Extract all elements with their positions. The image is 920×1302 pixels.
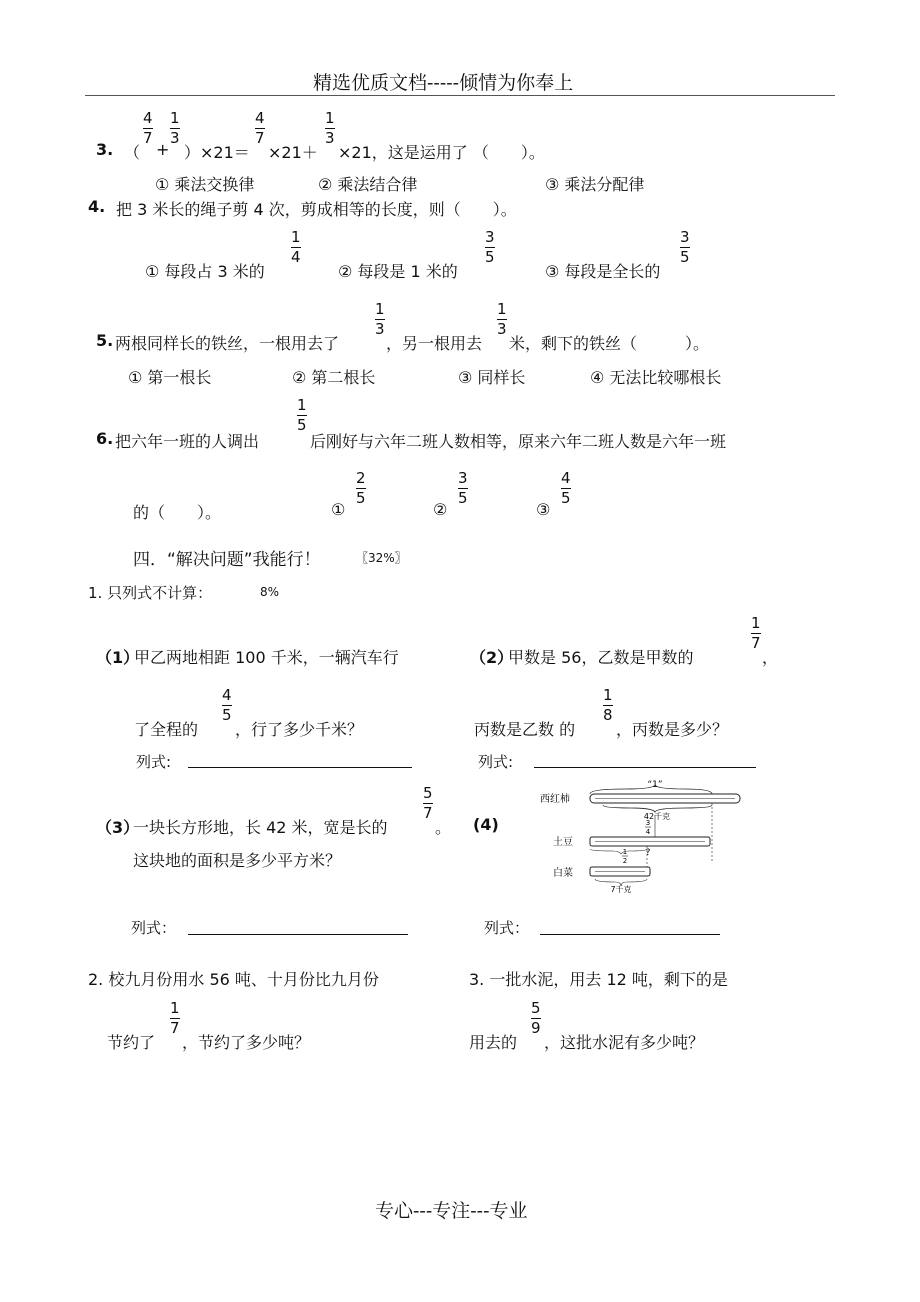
p1-fraction: 4 5 <box>222 686 232 724</box>
q5-option-4: ④ 无法比较哪根长 <box>590 368 722 387</box>
p1-answer-line[interactable] <box>188 752 412 768</box>
q5-fraction-2: 1 3 <box>497 300 507 338</box>
part-1-score: 8% <box>260 585 280 599</box>
diagram-frac-a-den: 4 <box>645 828 651 836</box>
q4-option-3-fraction: 3 5 <box>680 228 690 266</box>
diagram-row-1-brace <box>603 805 712 812</box>
p4-line-diagram <box>535 775 750 895</box>
part-2-fraction: 1 7 <box>170 999 180 1037</box>
q4-number: 4. <box>88 197 106 216</box>
part-3-line-1: 3. 一批水泥，用去 12 吨，剩下的是 <box>469 970 728 989</box>
q6-option-2: ② <box>433 500 448 519</box>
q3-expr-c: ×21，这是运用了 （ ）。 <box>338 143 545 162</box>
p2-line-2b: ，丙数是多少？ <box>616 720 729 739</box>
part-2-line-2b: ，节约了多少吨？ <box>182 1033 311 1052</box>
q6-option-1-fraction: 2 5 <box>356 469 366 507</box>
p1-formula-label: 列式: <box>136 753 172 771</box>
q3-open-paren: （ <box>124 143 141 162</box>
q3-option-3: ③ 乘法分配律 <box>545 175 645 194</box>
p1-line-2b: ，行了多少千米？ <box>235 720 364 739</box>
diagram-row-2-brace <box>590 849 647 854</box>
p3-line-2: 这块地的面积是多少平方米？ <box>133 851 342 870</box>
q3-fraction-3: 4 7 <box>255 109 265 147</box>
p3-formula-label: 列式： <box>131 919 177 937</box>
diagram-question: ? <box>645 848 651 858</box>
q5-option-2: ② 第二根长 <box>292 368 376 387</box>
p3-label: （3） <box>96 818 140 837</box>
q6-number: 6. <box>96 429 114 448</box>
section-4-title: 四．“解决问题”我能行！ <box>133 550 321 570</box>
q6-option-3-fraction: 4 5 <box>561 469 571 507</box>
page-footer: 专心---专注---专业 <box>375 1200 528 1222</box>
p2-answer-line[interactable] <box>534 752 756 768</box>
q5-option-3: ③ 同样长 <box>458 368 526 387</box>
q3-number: 3. <box>96 140 114 159</box>
p4-answer-line[interactable] <box>540 919 720 935</box>
q3-expr-b: ×21＋ <box>268 143 318 162</box>
part-3-line-2b: ，这批水泥有多少吨？ <box>544 1033 705 1052</box>
p2-comma: ， <box>762 648 779 667</box>
q3-fraction-1: 4 7 <box>143 109 153 147</box>
q4-option-2: ② 每段是 1 米的 <box>338 262 458 281</box>
q6-option-3: ③ <box>536 500 551 519</box>
p2-line-1: 甲数是 56，乙数是甲数的 <box>508 648 694 667</box>
p1-line-1: 甲乙两地相距 100 千米，一辆汽车行 <box>134 648 399 667</box>
q6-text-c: 的（ ）。 <box>133 503 222 522</box>
diagram-42kg: 42千克 <box>643 812 671 821</box>
p2-line-2a: 丙数是乙数 的 <box>474 720 576 739</box>
q6-text-a: 把六年一班的人调出 <box>115 432 260 451</box>
part-2-line-1: 2. 校九月份用水 56 吨、十月份比九月份 <box>88 970 379 989</box>
diagram-frac-b-num: 1 <box>622 848 628 856</box>
page-header: 精选优质文档-----倾情为你奉上 <box>313 72 574 94</box>
p2-label: （2） <box>470 648 514 667</box>
q4-option-1: ① 每段占 3 米的 <box>145 262 265 281</box>
q3-option-2: ② 乘法结合律 <box>318 175 418 194</box>
header-rule <box>85 95 835 96</box>
q3-fraction-4: 1 3 <box>325 109 335 147</box>
p3-fraction: 5 7 <box>423 784 433 822</box>
diagram-row-3-label: 白菜 <box>553 868 573 879</box>
q3-option-1: ① 乘法交换律 <box>155 175 255 194</box>
q3-expr-a: ）×21＝ <box>184 143 250 162</box>
q5-option-1: ① 第一根长 <box>128 368 212 387</box>
part-1-title: 1. 只列式不计算： <box>88 584 213 602</box>
part-3-fraction: 5 9 <box>531 999 541 1037</box>
q4-text: 把 3 米长的绳子剪 4 次，剪成相等的长度，则（ ）。 <box>116 200 517 219</box>
q5-text-a: 两根同样长的铁丝，一根用去了 <box>115 334 340 353</box>
p3-answer-line[interactable] <box>188 919 408 935</box>
p2-fraction-2: 1 8 <box>603 686 613 724</box>
part-2-line-2a: 节约了 <box>107 1033 156 1052</box>
q6-text-b: 后刚好与六年二班人数相等，原来六年二班人数是六年一班 <box>310 432 727 451</box>
diagram-row-2-label: 土豆 <box>553 837 573 848</box>
p3-line-1b: 。 <box>435 818 452 837</box>
diagram-7kg: 7千克 <box>610 885 632 894</box>
q3-fraction-2: 1 3 <box>170 109 180 147</box>
q5-fraction-1: 1 3 <box>375 300 385 338</box>
q4-option-3: ③ 每段是全长的 <box>545 262 661 281</box>
q5-text-c: 米，剩下的铁丝（ ）。 <box>509 334 710 353</box>
q6-option-2-fraction: 3 5 <box>458 469 468 507</box>
q4-option-2-fraction: 3 5 <box>485 228 495 266</box>
p2-fraction-1: 1 7 <box>751 614 761 652</box>
q6-option-1: ① <box>331 500 346 519</box>
q5-number: 5. <box>96 331 114 350</box>
diagram-frac-b-den: 2 <box>622 857 628 865</box>
p2-formula-label: 列式: <box>478 753 514 771</box>
p1-line-2a: 了全程的 <box>134 720 199 739</box>
q3-plus: + <box>156 140 170 159</box>
part-3-line-2a: 用去的 <box>469 1033 518 1052</box>
diagram-row-1-label: 西红柿 <box>540 794 570 805</box>
p4-label: (4) <box>473 815 499 834</box>
diagram-unit-label: “1” <box>647 780 663 790</box>
diagram-frac-a-num: 3 <box>645 819 651 827</box>
q6-fraction: 1 5 <box>297 396 307 434</box>
p3-line-1a: 一块长方形地，长 42 米，宽是长的 <box>133 818 388 837</box>
q4-option-1-fraction: 1 4 <box>291 228 301 266</box>
q5-text-b: ，另一根用去 <box>386 334 483 353</box>
section-4-score: 〖32%〗 <box>356 551 407 565</box>
p4-formula-label: 列式： <box>484 919 530 937</box>
p1-label: （1） <box>96 648 140 667</box>
